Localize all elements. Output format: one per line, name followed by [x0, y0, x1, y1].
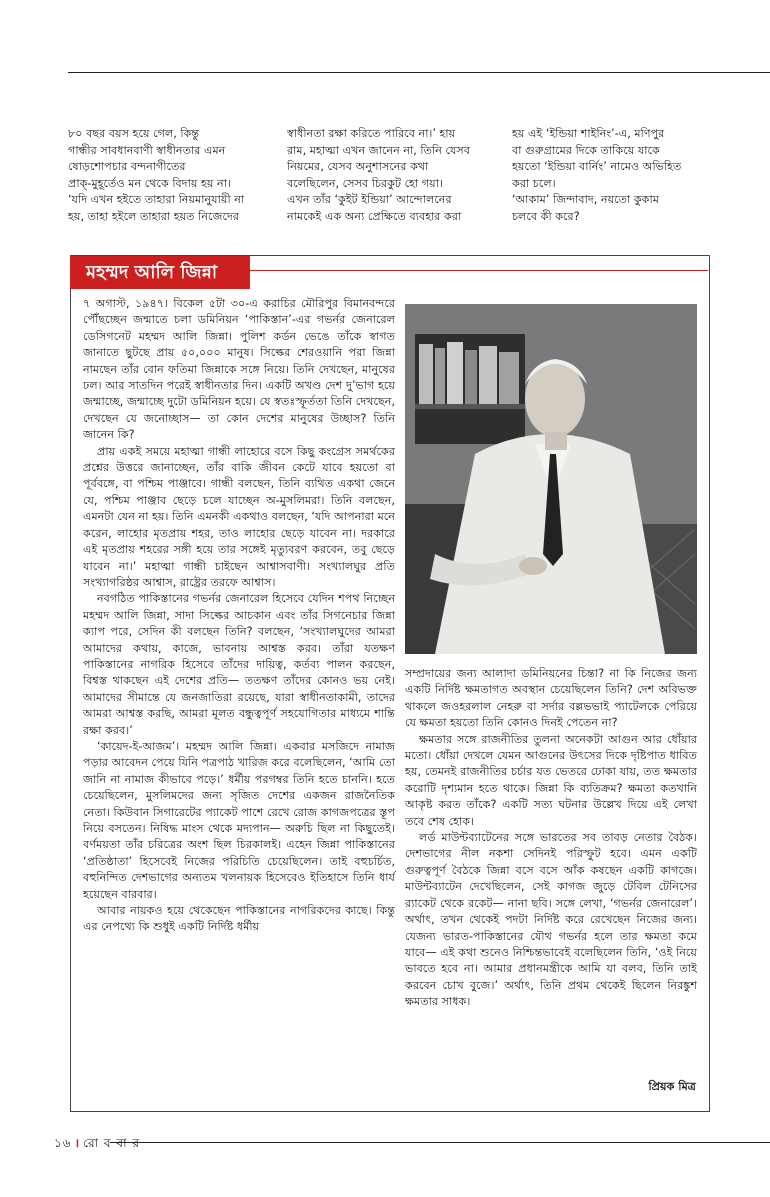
page-footer	[54, 1134, 140, 1155]
prev-article-column-3: হয় এই ‘ইন্ডিয়া শাইনিং’-এ, মণিপুর বা গুরুগ্রামের দিকে তাকিয়ে যাকে হয়তো ‘ইন্ডিয়া বার্নিং’ নামেও অভিহিত করা চলে। ‘আকাম’ জিন্দাবাদ, নয়তো কুকাম চলবে কী করে?	[512, 127, 682, 223]
article-title: মহম্মদ আলি জিন্না	[70, 256, 250, 289]
prev-article-column-2: স্বাধীনতা রক্ষা করিতে পারিবে না।’ হায় রাম, মহাত্মা এখন জানেন না, তিনি যেসব নিয়মের, যেসব অনুশাসনের কথা বলেছিলেন, সেসব চিরকুট হো গয়া। এখন তাঁর ‘কুইট ইন্ডিয়া’ আন্দোলনের নামকেই এক অন্য প্রেক্ষিতে ব্যবহার করা	[287, 127, 471, 223]
footer-rule	[110, 1142, 770, 1143]
jinnah-portrait-photo	[405, 304, 697, 654]
paragraph: ৭ অগাস্ট, ১৯৪৭। বিকেল ৫টা ৩০-এ করাচির মৌরিপুর বিমানবন্দরে পৌঁছচ্ছেন জন্মাতে চলা ডমিনিয়ন ‘পাকিস্তান’-এর গভর্নর জেনারেল ডেসিগনেট মহম্মদ আলি জিন্না। পুলিশ কর্ডন ভেঙে তাঁকে স্বাগত জানাতে ছুটছে প্রায় ৫০,০০০ মানুষ। সিল্কের শেরওয়ানি পরা জিন্না নামছেন তাঁর বোন ফতিমা জিন্নাকে সঙ্গে নিয়ে। তিনি দেখছেন, মানুষের ঢল। আর সাতদিন পরেই স্বাধীনতার দিন। একটি অখণ্ড দেশ দু’ভাগ হয়ে জন্মাচ্ছে, জন্মাচ্ছে দুটো ডমিনিয়ন হয়ে। যে স্বতঃস্ফূর্ততা তিনি দেখছেন, দেখছেন যে জনোচ্ছাস— তা কোন দেশের মানুষের উচ্ছাস? তিনি জানেন কি?	[83, 297, 395, 442]
paragraph: ক্ষমতার সঙ্গে রাজনীতির তুলনা অনেকটা আগুন আর ধোঁয়ার মতো। ধোঁয়া দেখলে যেমন আগুনের উৎসের দিকে দৃষ্টিপাত ধাবিত হয়, তেমনই রাজনীতির চর্চার যত ভেতরে ঢোকা যায়, তত ক্ষমতার করোটি দৃশ্যমান হতে থাকে। জিন্না কি ব্যতিক্রম? ক্ষমতা কতখানি আকৃষ্ট করত তাঁকে? একটি সত্য ঘটনার উল্লেখ দিয়ে এই লেখা তবে শেষ হোক।	[405, 732, 697, 828]
paragraph: প্রায় একই সময়ে মহাত্মা গান্ধী লাহোরে বসে কিছু কংগ্রেস সমর্থকের প্রশ্নের উত্তরে জানাচ্ছেন, তাঁর বাকি জীবন কেটে যাবে হয়তো বা পূর্ববঙ্গে, বা পশ্চিম পাঞ্জাবে। গান্ধী বলছেন, তিনি ব্যথিত একথা জেনে যে, পশ্চিম পাঞ্জাব ছেড়ে চলে যাচ্ছেন অ-মুসলিমরা। তিনি বলছেন, এমনটা যেন না হয়। তিনি এমনকী একথাও বলছেন, ‘যদি আপনারা মনে করেন, লাহোর মৃতপ্রায় শহর, তাও লাহোর ছেড়ে যাবেন না। দরকারে এই মৃতপ্রায় শহরের সঙ্গী হয়ে তার সঙ্গেই মৃত্যুবরণ করবেন, তবু ছেড়ে যাবেন না।’ মহাত্মা গান্ধী চাইছেন আশ্বাসবাণী। সংখ্যালঘুর প্রতি সংখ্যাগরিষ্ঠর আশ্বাস, রাষ্ট্রের তরফে আশ্বাস।	[83, 444, 395, 589]
article-left-column	[83, 296, 395, 936]
prev-article-column-1: ৮০ বছর বয়স হয়ে গেল, কিন্তু গান্ধীর সাবধানবাণী স্বাধীনতার এমন ষোড়শোপচার বন্দনাগীতের প্রাক্‌-মুহূর্তেও মন থেকে বিদায় হয় না। ‘যদি এখন হইতে তাহারা নিয়মানুযায়ী না হয়, তাহা হইলে তাহারা হয়ত নিজেদের	[68, 127, 245, 223]
paragraph: ‘কায়েদ-ই-আজম’। মহম্মদ আলি জিন্না। একবার মসজিদে নামাজ পড়ার আবেদন পেয়ে যিনি পত্রপাঠ খারিজ করে বলেছিলেন, ‘আমি তো জানি না নামাজ কীভাবে পড়ে।’ ধর্মীয় পরগম্বর তিনি হতে চাননি। হতে চেয়েছিলেন, মুসলিমদের জন্য সৃজিত দেশের একজন রাজনৈতিক নেতা। কিউবান সিগারেটের প্যাকেট পাশে রেখে রোজ কাগজপত্রের স্তূপ নিয়ে বসতেন। নিষিদ্ধ মাংস থেকে মদ্যপান— অরুচি ছিল না কিছুতেই। বর্ণময়তা তাঁর চরিত্রের অংশ ছিল চিরকালই। এহেন জিন্না পাকিস্তানের ‘প্রতিষ্ঠাতা’ হিসেবেই নিজের পরিচিতি চেয়েছিলেন। তাই বহুচর্চিত, বহুনিন্দিত দেশভাগের অন্যতম খলনায়ক হিসেবেও ইতিহাসে তিনি ধার্য হয়েছেন বারবার।	[83, 739, 395, 901]
page-number: ১৬	[54, 1136, 72, 1150]
footer-separator: ।	[74, 1136, 81, 1150]
magazine-name: রো ব বা র	[83, 1136, 140, 1150]
author-byline: প্রিয়ক মিত্র	[648, 1080, 696, 1093]
paragraph: লর্ড মাউন্টব্যাটেনের সঙ্গে ভারতের সব তাবড় নেতার বৈঠক। দেশভাগের নীল নকশা সেদিনই পরিস্ফুট হবে। এমন একটি গুরুত্বপূর্ণ বৈঠকে জিন্না বসে বসে আঁক কষছেন একটি কাগজে। মাউন্টব্যাটেন দেখেছিলেন, সেই কাগজ জুড়ে টেবিল টেনিসের র‍্যাকেট থেকে রকেট— নানা ছবি। সঙ্গে লেখা, ‘গভর্নর জেনারেল’। অর্থাৎ, তখন থেকেই পদটা নির্দিষ্ট করে রেখেছেন নিজের জন্য। যেজন্য ভারত-পাকিস্তানের যৌথ গভর্নর হলে তার ক্ষমতা কমে যাবে— এই কথা শুনেও নিশ্চিন্তভাবেই বলেছিলেন তিনি, ‘ওই নিয়ে ভাবতে হবে না। আমার প্রধানমন্ত্রীকে আমি যা বলব, তিনি তাই করবেন চোখ বুজে।’ অর্থাৎ, তিনি প্রথম থেকেই ছিলেন নিরঙ্কুশ ক্ষমতার সাধক।	[405, 831, 697, 1009]
top-rule	[68, 72, 770, 73]
article-right-column	[405, 666, 697, 1011]
paragraph: নবগঠিত পাকিস্তানের গভর্নর জেনারেল হিসেবে যেদিন শপথ নিচ্ছেন মহম্মদ আলি জিন্না, সাদা সিল্কের আচকান এবং তাঁর সিগনেচার জিন্না ক্যাপ পরে, সেদিন কী বলছেন তিনি? বলছেন, ‘সংখ্যালঘুদের আমরা আমাদের কথায়, কাজে, ভাবনায় আশ্বস্ত করব। তাঁরা যতক্ষণ পাকিস্তানের নাগরিক হিসেবে তাঁদের দায়িত্ব, কর্তব্য পালন করছেন, বিশ্বস্ত থাকছেন এই দেশের প্রতি— ততক্ষণ তাঁদের কোনও ভয় নেই। আমাদের সীমান্তে যে জনজাতিরা রয়েছে, যারা স্বাধীনতাকামী, তাদের আমরা আশ্বস্ত করছি, আমরা মূলত বন্ধুত্বপূর্ণ সহযোগিতার মাধ্যমে শান্তি রক্ষা করব।’	[83, 592, 395, 737]
paragraph: আবার নায়কও হয়ে থেকেছেন পাকিস্তানের নাগরিকদের কাছে। কিন্তু এর নেপথ্যে কি শুধুই একটি নির্দিষ্ট ধর্মীয়	[83, 904, 395, 934]
title-underline	[250, 270, 708, 271]
paragraph: সম্প্রদায়ের জন্য আলাদা ডমিনিয়নের চিন্তা? না কি নিজের জন্য একটি নির্দিষ্ট ক্ষমতাগত অবস্থান চেয়েছিলেন তিনি? দেশ অবিভক্ত থাকলে জওহরলাল নেহরু বা সর্দার বল্লভভাই প্যাটেলকে পেরিয়ে যে ক্ষমতা হয়তো তিনি কোনও দিনই পেতেন না?	[405, 667, 697, 730]
